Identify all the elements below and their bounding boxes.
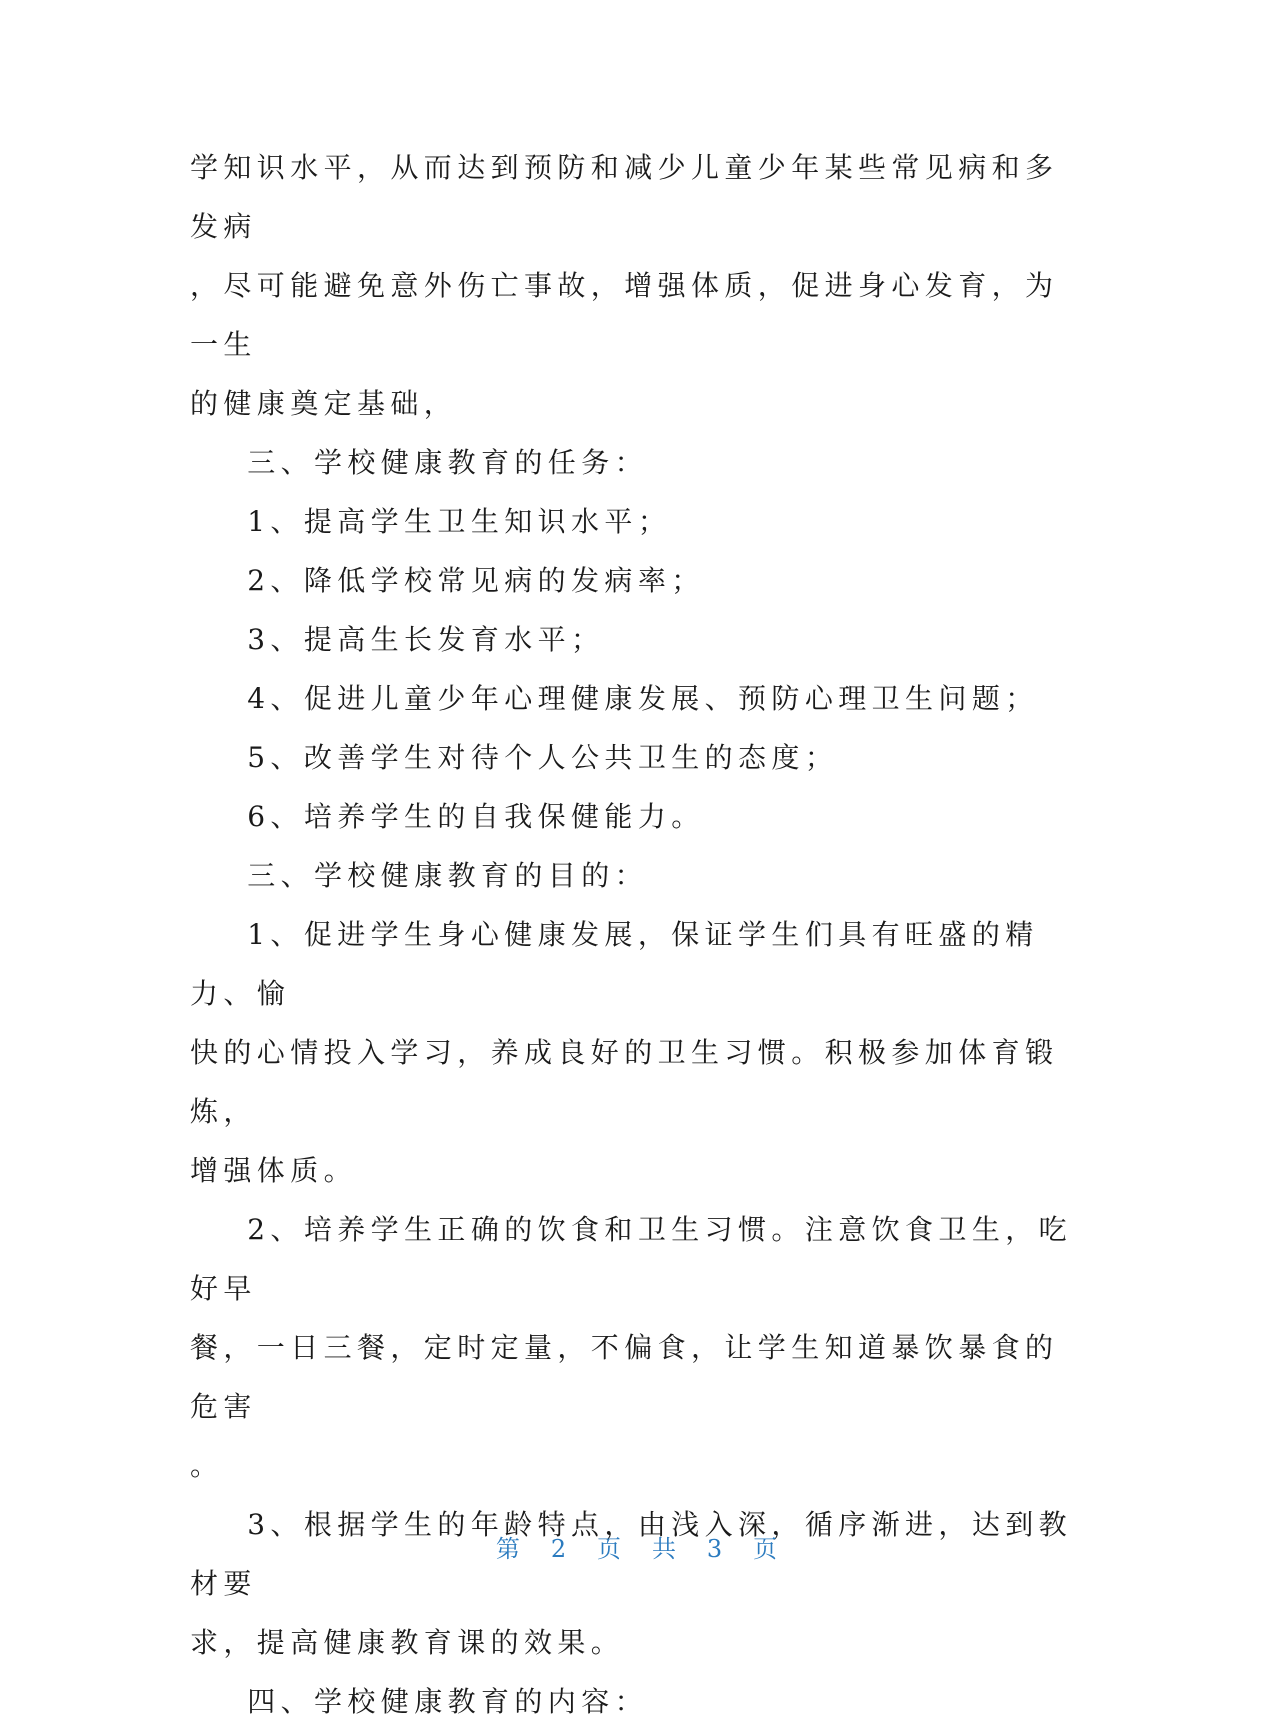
footer-current-page: 2 bbox=[550, 1535, 569, 1563]
text-line: 餐，一日三餐，定时定量，不偏食，让学生知道暴饮暴食的危害 bbox=[190, 1331, 1059, 1423]
section-heading-tasks: 三、学校健康教育的任务： bbox=[190, 446, 649, 479]
text-line: 学知识水平，从而达到预防和减少儿童少年某些常见病和多发病 bbox=[190, 151, 1059, 243]
list-item: 3、根据学生的年龄特点，由浅入深，循序渐进，达到教材要 bbox=[190, 1508, 1073, 1600]
list-item: 2、培养学生正确的饮食和卫生习惯。注意饮食卫生，吃好早 bbox=[190, 1213, 1073, 1305]
text-line: 快的心情投入学习，养成良好的卫生习惯。积极参加体育锻炼， bbox=[190, 1036, 1059, 1128]
list-item: 1、提高学生卫生知识水平； bbox=[190, 505, 672, 538]
footer-label-total: 共 bbox=[651, 1535, 678, 1563]
document-body bbox=[190, 138, 1090, 1731]
text-line: 。 bbox=[190, 1449, 224, 1482]
section-heading-content: 四、学校健康教育的内容： bbox=[190, 1685, 649, 1718]
footer-label-page-unit: 页 bbox=[597, 1535, 624, 1563]
list-item: 5、改善学生对待个人公共卫生的态度； bbox=[190, 741, 839, 774]
list-item: 3、提高生长发育水平； bbox=[190, 623, 605, 656]
list-item: 6、培养学生的自我保健能力。 bbox=[190, 800, 705, 833]
footer-total-pages: 3 bbox=[706, 1535, 725, 1563]
section-heading-goals: 三、学校健康教育的目的： bbox=[190, 859, 649, 892]
text-line: ，尽可能避免意外伤亡事故，增强体质，促进身心发育，为一生 bbox=[190, 269, 1059, 361]
page-footer bbox=[0, 1532, 1275, 1566]
text-line: 求，提高健康教育课的效果。 bbox=[190, 1626, 625, 1659]
footer-label-total-unit: 页 bbox=[753, 1535, 780, 1563]
list-item: 1、促进学生身心健康发展，保证学生们具有旺盛的精力、愉 bbox=[190, 918, 1039, 1010]
footer-label-page: 第 bbox=[495, 1535, 522, 1563]
list-item: 4、促进儿童少年心理健康发展、预防心理卫生问题； bbox=[190, 682, 1039, 715]
text-line: 的健康奠定基础， bbox=[190, 387, 458, 420]
text-line: 增强体质。 bbox=[190, 1154, 358, 1187]
list-item: 2、降低学校常见病的发病率； bbox=[190, 564, 705, 597]
